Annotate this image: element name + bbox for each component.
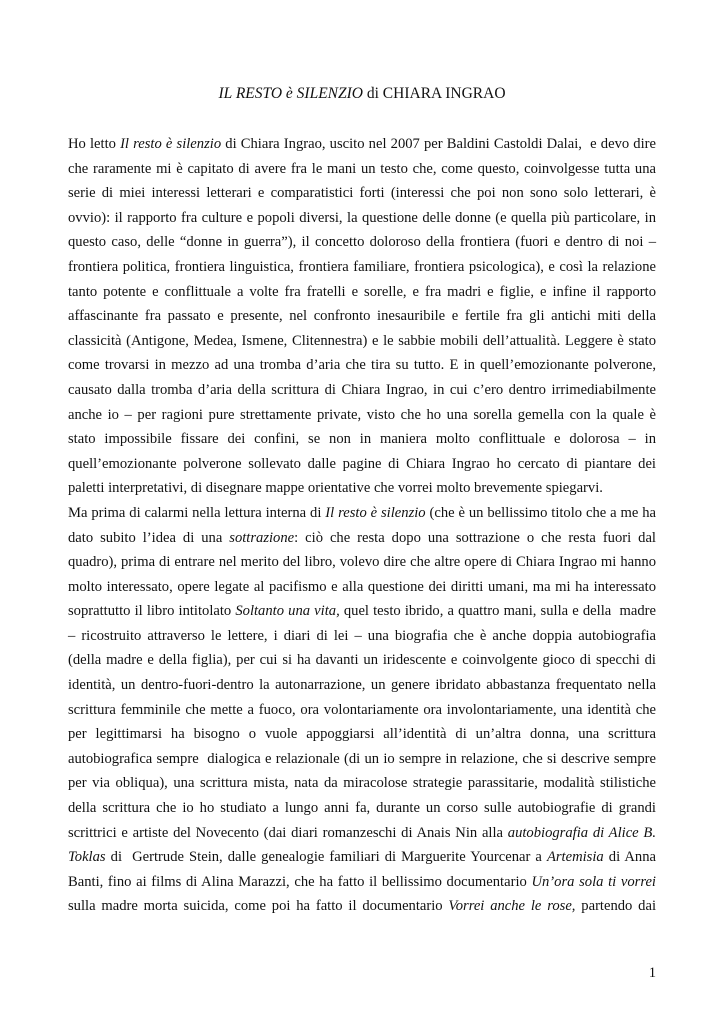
text-line bbox=[68, 501, 656, 526]
italic-text: Un’ora sola ti vorrei bbox=[531, 873, 656, 890]
text-segment: per legittimarsi ha bisogno o vuole appoggiarsi all’identità di un’altra donna, una scrittura bbox=[68, 726, 656, 743]
text-line bbox=[68, 476, 656, 501]
text-line bbox=[68, 304, 656, 329]
text-segment: causato dalla tromba d’aria della scrittura di Chiara Ingrao, in cui c’ero dentro irrimediabilmente bbox=[68, 381, 656, 398]
text-line bbox=[68, 747, 656, 772]
text-line bbox=[68, 870, 656, 895]
text-line bbox=[68, 255, 656, 280]
text-segment: di Anna bbox=[603, 849, 656, 866]
text-segment: identità, un dentro-fuori-dentro la autonarrazione, un genere ibridato abbastanza frequentato nella bbox=[68, 677, 656, 694]
text-segment: scrittura femminile che mette a fuoco, ora volontariamente ora involontariamente, una identità che bbox=[68, 701, 656, 718]
text-segment: tanto potente e conflittuale a volte fra fratelli e sorelle, e fra madri e figlie, e infine il rapporto bbox=[68, 283, 656, 300]
text-segment: affascinante fra passato e presente, nel confronto inesauribile e fertile fra gli antichi miti della bbox=[68, 308, 656, 325]
text-segment: di Chiara Ingrao, uscito nel 2007 per Baldini Castoldi Dalai, e devo dire bbox=[221, 136, 657, 152]
text-segment: anche io – per ragioni pure strettamente private, visto che ho una sorella gemella con la quale è bbox=[68, 406, 656, 423]
text-line bbox=[68, 821, 656, 846]
text-segment: autobiografica sempre dialogica e relazionale (di un io sempre in relazione, che si descrive sempre bbox=[68, 750, 656, 767]
italic-text: autobiografia di Alice B. bbox=[507, 824, 656, 841]
text-line bbox=[68, 550, 656, 575]
text-segment: questo caso, delle “donne in guerra”), il concetto doloroso della frontiera (fuori e dentro di noi – bbox=[68, 234, 656, 251]
text-line bbox=[68, 353, 656, 378]
document-title bbox=[68, 82, 656, 106]
text-line bbox=[68, 280, 656, 305]
text-segment: come trovarsi in mezzo ad una tromba d’aria che tira su tutto. E in quell’emozionante polverone, bbox=[68, 357, 656, 374]
text-segment: stato impossibile fissare dei confini, se non in maniera molto conflittuale e dolorosa – in bbox=[68, 431, 656, 448]
text-line bbox=[68, 427, 656, 452]
italic-text: Il resto è silenzio bbox=[325, 504, 426, 521]
text-line bbox=[68, 648, 656, 673]
text-segment: classicità (Antigone, Medea, Ismene, Clitennestra) e le sabbie mobili dell’attualità. Leggere è stato bbox=[68, 332, 656, 349]
text-line bbox=[68, 378, 656, 403]
text-line bbox=[68, 132, 656, 157]
text-segment: (della madre e della figlia), per cui si ha davanti un iridescente e coinvolgente gioco di specchi di bbox=[68, 652, 656, 669]
text-line bbox=[68, 894, 656, 919]
text-line bbox=[68, 526, 656, 551]
page-number: 1 bbox=[648, 965, 656, 981]
text-segment: sulla madre morta suicida, come poi ha fatto il documentario bbox=[68, 898, 449, 915]
text-segment: ovvio): il rapporto fra culture e popoli diversi, la questione delle donne (e quella più particolare, in bbox=[68, 209, 656, 226]
text-segment: paletti interpretativi, di disegnare mappe orientative che vorrei molto brevemente spiegarvi. bbox=[68, 480, 603, 497]
text-segment: – ricostruito attraverso le lettere, i diari di lei – una biografia che è anche doppia autobiografia bbox=[68, 627, 656, 644]
text-line bbox=[68, 845, 656, 870]
text-segment: molto interessato, opere legate al pacifismo e alla questione dei diritti umani, ma mi ha interessato bbox=[68, 578, 656, 595]
title-segment: IL RESTO è SILENZIO bbox=[218, 85, 363, 102]
text-segment: quell’emozionante polverone sollevato dalle pagine di Chiara Ingrao ho cercato di piantare dei bbox=[68, 455, 656, 472]
text-line bbox=[68, 575, 656, 600]
text-segment: di Gertrude Stein, dalle genealogie familiari di Marguerite Yourcenar a bbox=[105, 849, 547, 866]
text-line bbox=[68, 599, 656, 624]
text-line bbox=[68, 722, 656, 747]
italic-text: Toklas bbox=[68, 849, 106, 866]
text-line bbox=[68, 206, 656, 231]
text-segment: quadro), prima di entrare nel merito del libro, volevo dire che altre opere di Chiara Ingrao mi hanno bbox=[68, 554, 656, 571]
text-segment: per via obliqua), una scrittura mista, nata da miracolose strategie parassitarie, modalità stilistiche bbox=[68, 775, 656, 792]
text-segment: soprattutto il libro intitolato bbox=[68, 603, 236, 620]
text-line bbox=[68, 157, 656, 182]
text-line bbox=[68, 329, 656, 354]
text-segment: frontiera politica, frontiera linguistica, frontiera familiare, frontiera psicologica), e così la relazione bbox=[68, 258, 656, 275]
text-line bbox=[68, 230, 656, 255]
text-line bbox=[68, 624, 656, 649]
text-segment: serie di miei interessi letterari e comparatistici forti (interessi che poi non sono solo letterari, è bbox=[68, 185, 656, 202]
text-segment: (che è un bellissimo titolo che a me ha bbox=[425, 504, 657, 521]
text-segment: scrittrici e artiste del Novecento (dai diari romanzeschi di Anais Nin alla bbox=[68, 824, 508, 841]
text-line bbox=[68, 452, 656, 477]
text-segment: Banti, fino ai films di Alina Marazzi, che ha fatto il bellissimo documentario bbox=[68, 873, 532, 890]
text-segment: : ciò che resta dopo una sottrazione o che resta fuori dal bbox=[294, 529, 656, 546]
text-segment: che raramente mi è capitato di avere fra le mani un testo che, come questo, coinvolgesse tutta una bbox=[68, 160, 656, 177]
italic-text: Vorrei anche le rose, bbox=[448, 898, 576, 915]
body-text bbox=[68, 132, 656, 919]
text-line bbox=[68, 698, 656, 723]
text-line bbox=[68, 403, 656, 428]
text-segment: Ho letto bbox=[68, 136, 121, 152]
text-line bbox=[68, 796, 656, 821]
text-segment: Ma prima di calarmi nella lettura interna di bbox=[68, 504, 326, 521]
text-line bbox=[68, 181, 656, 206]
text-line bbox=[68, 771, 656, 796]
text-segment: della scrittura che io ho studiato a lungo anni fa, durante un corso sulle autobiografie di grandi bbox=[68, 800, 656, 817]
title-segment: di CHIARA INGRAO bbox=[363, 85, 506, 102]
text-segment: dato subito l’idea di una bbox=[68, 529, 230, 546]
italic-text: Soltanto una vita, bbox=[235, 603, 340, 620]
text-line bbox=[68, 673, 656, 698]
italic-text: sottrazione bbox=[229, 529, 295, 546]
italic-text: Artemisia bbox=[546, 849, 604, 866]
text-segment: quel testo ibrido, a quattro mani, sulla e della madre bbox=[339, 603, 656, 620]
italic-text: Il resto è silenzio bbox=[120, 136, 222, 152]
text-segment: partendo dai bbox=[575, 898, 657, 915]
